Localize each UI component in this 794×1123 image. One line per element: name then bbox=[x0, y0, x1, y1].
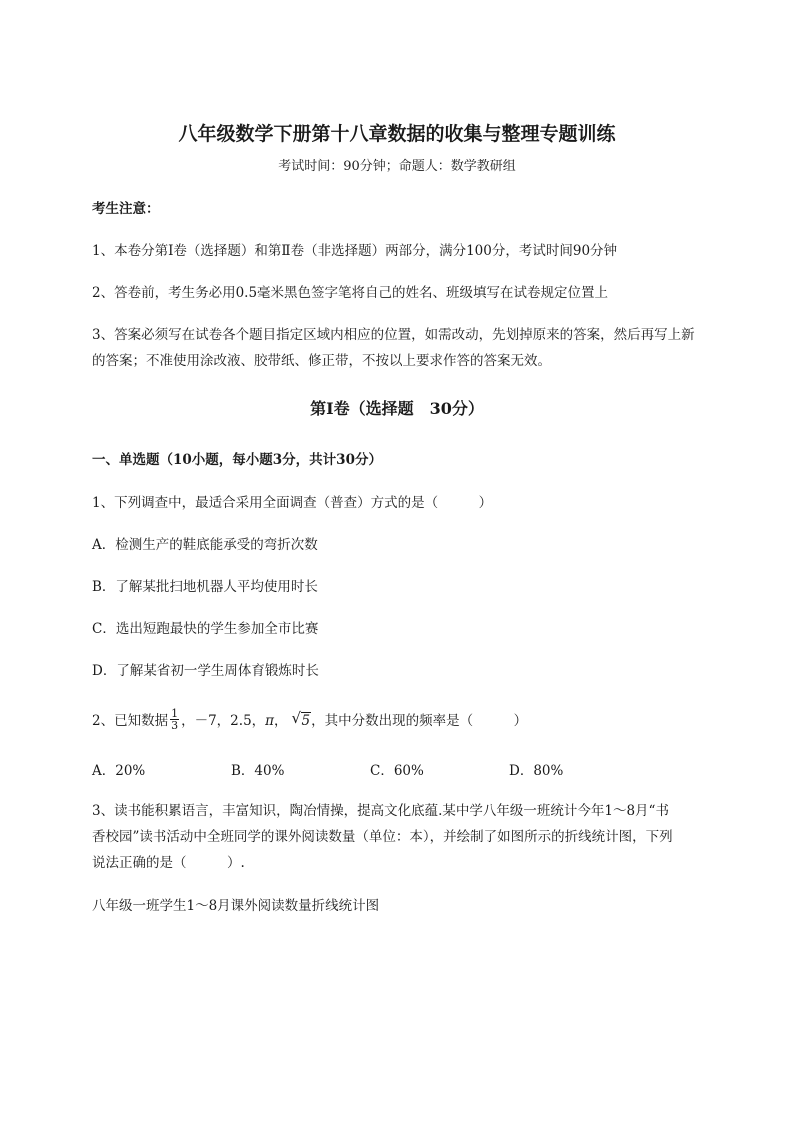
section-title: 第I卷（选择题 30分） bbox=[310, 399, 484, 418]
fraction-denominator: 3 bbox=[171, 719, 179, 732]
notice-item: 1、本卷分第I卷（选择题）和第Ⅱ卷（非选择题）两部分，满分100分，考试时间90分钟 bbox=[92, 243, 618, 259]
question-2-suffix: ，其中分数出现的频率是（ ） bbox=[311, 713, 528, 729]
question-2-option-b: B．40% bbox=[231, 763, 285, 779]
radical-sign: √ bbox=[291, 709, 302, 727]
question-3-line: 香校园”读书活动中全班同学的课外阅读数量（单位：本），并绘制了如图所示的折线统计图，下列 bbox=[92, 829, 673, 845]
fraction-one-third bbox=[170, 708, 179, 731]
question-2-stem bbox=[92, 707, 528, 733]
question-2-option-d: D．80% bbox=[509, 763, 564, 779]
notice-heading: 考生注意： bbox=[92, 201, 160, 217]
question-1-option-b: B．了解某批扫地机器人平均使用时长 bbox=[92, 579, 318, 595]
question-2-prefix: 2、已知数据 bbox=[92, 713, 169, 729]
question-3-line: 3、读书能积累语言，丰富知识，陶冶情操，提高文化底蕴.某中学八年级一班统计今年1～8月“书 bbox=[92, 803, 669, 819]
doc-title: 八年级数学下册第十八章数据的收集与整理专题训练 bbox=[178, 123, 616, 145]
notice-item: 3、答案必须写在试卷各个题目指定区域内相应的位置，如需改动，先划掉原来的答案，然后再写上新 bbox=[92, 327, 695, 343]
question-2-middle: ，－7，2.5， bbox=[181, 713, 266, 729]
question-1-option-c: C．选出短跑最快的学生参加全市比赛 bbox=[92, 621, 319, 637]
question-2-option-a: A．20% bbox=[92, 763, 146, 779]
notice-item: 的答案；不准使用涂改液、胶带纸、修正带，不按以上要求作答的答案无效。 bbox=[92, 353, 551, 369]
question-1-option-a: A．检测生产的鞋底能承受的弯折次数 bbox=[92, 537, 318, 553]
part-heading: 一、单选题（10小题，每小题3分，共计30分） bbox=[92, 452, 382, 468]
question-2-option-c: C．60% bbox=[370, 763, 424, 779]
sqrt-five bbox=[291, 709, 312, 730]
question-2-separator: ， bbox=[274, 713, 288, 729]
question-1-option-d: D．了解某省初一学生周体育锻炼时长 bbox=[92, 663, 319, 679]
sqrt-radicand: 5 bbox=[301, 713, 311, 729]
question-3-line: 说法正确的是（ ）. bbox=[92, 855, 245, 871]
fraction-numerator: 1 bbox=[171, 707, 179, 720]
pi-symbol: π bbox=[265, 713, 275, 729]
question-1-stem: 1、下列调查中，最适合采用全面调查（普查）方式的是（ ） bbox=[92, 495, 493, 511]
doc-subtitle: 考试时间：90分钟；命题人：数学教研组 bbox=[278, 159, 516, 174]
notice-item: 2、答卷前，考生务必用0.5毫米黑色签字笔将自己的姓名、班级填写在试卷规定位置上 bbox=[92, 285, 609, 301]
chart-caption: 八年级一班学生1～8月课外阅读数量折线统计图 bbox=[92, 898, 380, 914]
